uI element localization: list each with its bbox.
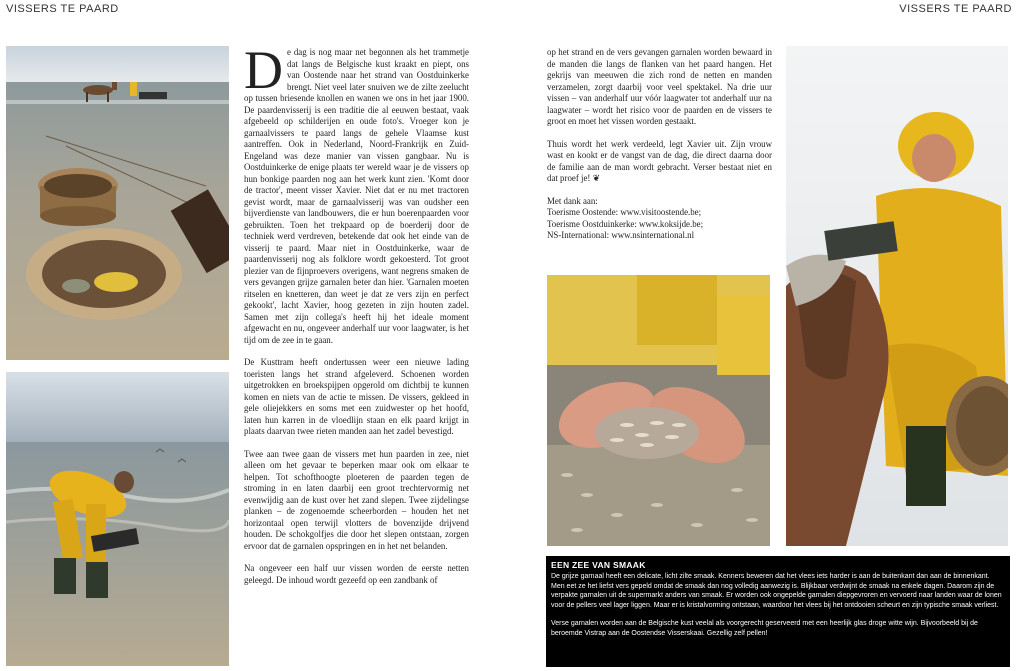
running-head-right: VISSERS TE PAARD — [899, 3, 1012, 15]
thanks-line: Toerisme Oostende: www.visitoostende.be; — [547, 207, 702, 217]
end-mark-icon: ❦ — [592, 173, 601, 183]
dropcap: D — [244, 40, 283, 100]
hands-shrimp-image — [547, 275, 770, 546]
info-box-paragraph-1: De grijze garnaal heeft een delicate, licht zilte smaak. Kenners beweren dat het vlees iets harder is aan de buitenkant dan aan de binnenkant. Men eet ze het liefst vers gepeld omdat de smaak dan nog volledig aanwezig is. Blijkbaar verdwijnt de smaak na enkele dagen. Daarom zijn de verpakte garnalen uit de supermarkt anders van smaak. Er worden ook ongepelde garnalen diepgevroren en vervoerd naar landen waar de lonen voor de pellers veel lager liggen. Maar er is kristalvorming ontstaan, waardoor het vlees bij het ontdooien scheurt en zijn typische smaak verliest. — [551, 573, 1002, 609]
article-paragraph-5: op het strand en de vers gevangen garnalen worden bewaard in de manden die langs de flanken van het paard hangen. Het gekrijs van meeuwen die zich rond de netten en manden verzamelen, zorgt daarbij voor veel spektakel. Na drie uur vissen – van anderhalf uur vóór laagwater tot anderhalf uur na laagwater – wordt het risico voor de paarden en de vissers te groot en moet het vissen worden gestaakt. — [547, 47, 772, 126]
running-head-left: VISSERS TE PAARD — [6, 3, 119, 15]
article-paragraph-6: Thuis wordt het werk verdeeld, legt Xavier uit. Zijn vrouw wast en kookt er de vangst van de dag, die direct daarna door de familie aan de man wordt gebracht. Verser bestaat niet en dat proef je! ❦ — [547, 138, 772, 183]
photo-fisher-net — [6, 372, 229, 666]
beach-horse-image — [6, 46, 229, 360]
acknowledgements — [547, 196, 772, 242]
article-paragraph-3: Twee aan twee gaan de vissers met hun paarden in zee, niet alleen om het gevaar te beperken maar ook om elkaar te helpen. Tot schofthoogte ploeteren de paarden tegen de stroming in en laten daarbij een groot trechtervormig net evenwijdig aan de kust over het zand slepen. Twee zijdelingse planken – de zogenoemde scheerborden – houden het net horizontaal open terwijl vlotters de bovenzijde drijvend houden. De schokgolfjes die door het slepen ontstaan, zorgen ervoor dat de garnalen opspringen en in het net belanden. — [244, 448, 469, 551]
article-paragraph-1: De dag is nog maar net begonnen als het trammetje dat langs de Belgische kust kraakt en piept, ons van Oostende naar het strand van Oostduinkerke brengt. Niet veel later snuiven we de zilte zeelucht op tussen briesende knollen en wanen we ons in het jaar 1900. De paardenvisserij is een traditie die al eeuwen bestaat, vaak afgebeeld op schilderijen en oude foto's. Vroeger kon je garnaalvissers te paard langs de gehele Vlaamse kust aantreffen. Ook in Nederland, Noord-Frankrijk en Zuid-Engeland was deze manier van vissen gangbaar. Nu is Oostduinkerke de enige plaats ter wereld waar je de vissers op hun bonkige paarden nog aan het werk kunt zien. 'Komt door de tractor', meent visser Xavier. Niet dat er nu met tractoren gevist wordt, maar de garnaalvisserij was van oudsher een bijverdienste van landbouwers, die er hun boerenpaarden voor gebruikten. Toen het trekpaard op de boerderij door de techniek werd verdreven, betekende dat ook het einde van de visserij te paard. Maar niet in Oostduinkerke, waar de paardenvisserij nog als folklore wordt gekoesterd. Tot groot plezier van de fijnproevers overigens, want negrens smaken de vers gevangen grijze garnalen beter dan hier. 'Garnalen moeten ritselen en knetteren, dan weet je dat ze vers zijn en perfect gekookt', lacht Xavier, hoog gezeten in zijn houten zadel. Samen met zijn collega's heeft hij het ideale moment afgewacht en nu, ongeveer anderhalf uur voor laagwater, is het tijd om de zee in te gaan. — [244, 40, 469, 345]
info-box-title: EEN ZEE VAN SMAAK — [551, 560, 646, 570]
article-paragraph-2: De Kusttram heeft ondertussen weer een nieuwe lading toeristen langs het strand afgeleverd. Schoenen worden uitgetrokken en broekspijpen opgerold om dichtbij te kunnen komen en niets van de actie te missen. De vissers, gekleed in gele oliejekkers en soms met een zuidwester op het hoofd, laten hun karren in de vloedlijn staan en elk paard krijgt in plaats daarvan twee rieten manden aan het zadel bevestigd. — [244, 357, 469, 436]
fisher-on-horse-image — [786, 46, 1008, 546]
thanks-heading: Met dank aan: — [547, 195, 598, 206]
fisher-net-image — [6, 372, 229, 666]
photo-beach-horse — [6, 46, 229, 360]
article-paragraph-4: Na ongeveer een half uur vissen worden de eerste netten geleegd. De inhoud wordt gezeefd op een zandbank of — [244, 563, 469, 585]
info-box-paragraph-2: Verse garnalen worden aan de Belgische kust veelal als voorgerecht geserveerd met een heerlijk glas droge witte wijn. Bijvoorbeeld bij de beroemde Vistrap aan de Oostendse Visserskaai. Gezellig zelf pellen! — [551, 620, 978, 637]
info-box-taste — [546, 556, 1010, 667]
thanks-line: NS-International: www.nsinternational.nl — [547, 230, 695, 240]
article-column-1 — [244, 40, 469, 597]
photo-hands-shrimp — [547, 275, 770, 546]
photo-fisher-on-horse — [786, 46, 1008, 546]
article-column-2 — [547, 47, 772, 242]
thanks-line: Toerisme Oostduinkerke: www.koksijde.be; — [547, 218, 704, 229]
